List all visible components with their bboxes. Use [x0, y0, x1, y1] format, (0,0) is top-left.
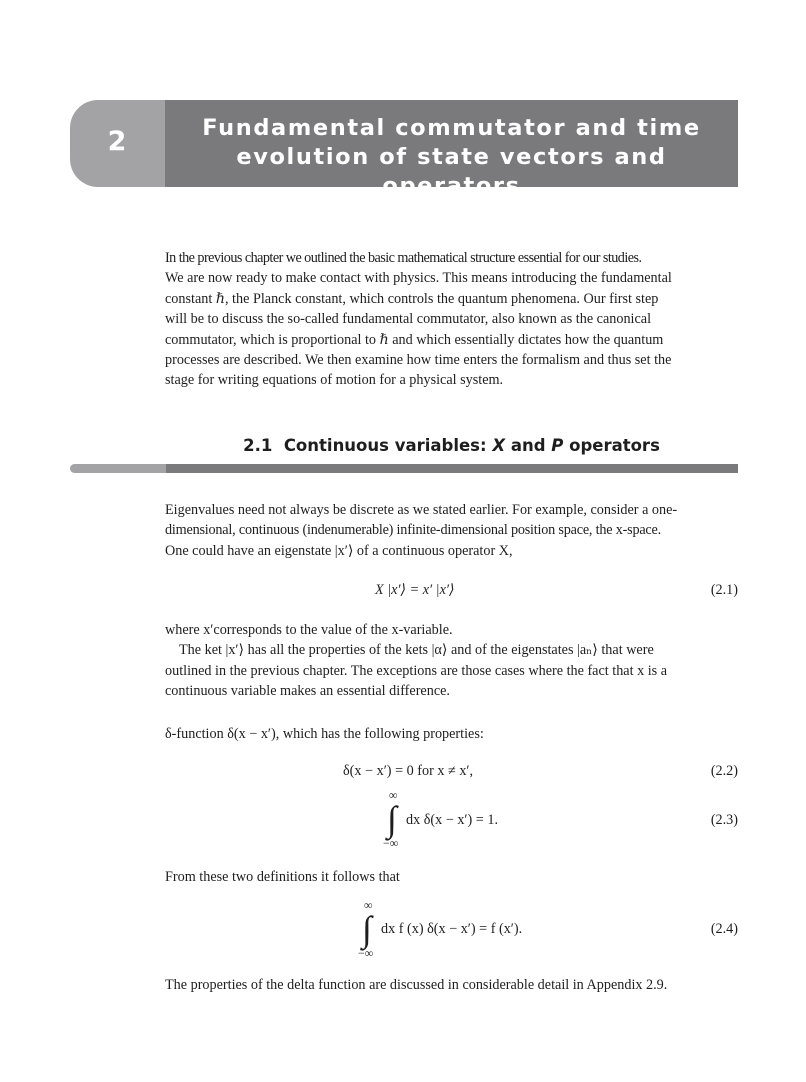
- body-paragraph: [165, 500, 738, 561]
- integral-sign: ∫: [362, 909, 372, 949]
- body-line: dimensional, continuous (indenumerable) infinite-dimensional position space, the x-space.: [165, 522, 661, 539]
- section-title-x: X: [492, 436, 506, 455]
- section-title-pre: Continuous variables:: [283, 436, 493, 455]
- equation-number: (2.2): [710, 763, 738, 779]
- intro-line: constant ℏ, the Planck constant, which controls the quantum phenomena. Our first step: [165, 290, 659, 307]
- intro-paragraph: [165, 248, 738, 391]
- equation-body: dx δ(x − x′) = 1.: [406, 812, 498, 828]
- body-paragraph: [165, 867, 738, 887]
- body-line: Eigenvalues need not always be discrete as we stated earlier. For example, consider a one-: [165, 502, 678, 518]
- section-number: 2.1: [243, 436, 273, 455]
- integral-upper-limit: ∞: [389, 788, 398, 802]
- equation-2-4: [165, 898, 738, 962]
- section-title-and: and: [505, 436, 552, 455]
- body-paragraph: [165, 620, 738, 702]
- equation-number: (2.3): [710, 812, 738, 828]
- intro-line: stage for writing equations of motion for a physical system.: [165, 372, 504, 389]
- body-line: continuous variable makes an essential difference.: [165, 683, 450, 700]
- section-title-p: P: [551, 436, 564, 455]
- body-line: One could have an eigenstate |x′⟩ of a continuous operator X,: [165, 542, 513, 559]
- equation-body: X |x′⟩ = x′ |x′⟩: [375, 582, 455, 598]
- integral-upper-limit: ∞: [364, 898, 373, 912]
- equation-body: δ(x − x′) = 0 for x ≠ x′,: [343, 763, 474, 779]
- section-rule-left: [70, 464, 168, 473]
- intro-line: We are now ready to make contact with physics. This means introducing the fundamental: [165, 270, 672, 287]
- body-line: From these two definitions it follows that: [165, 869, 400, 885]
- chapter-title: [165, 114, 738, 201]
- integral-lower-limit: −∞: [358, 946, 374, 960]
- section-heading: [165, 436, 738, 455]
- intro-line: commutator, which is proportional to ℏ and which essentially dictates how the quantum: [165, 331, 664, 348]
- body-line: outlined in the previous chapter. The exceptions are those cases where the fact that x is a: [165, 662, 668, 679]
- chapter-title-line-1: Fundamental commutator and time: [202, 115, 701, 141]
- section-rule: [166, 464, 738, 473]
- equation-body: dx f (x) δ(x − x′) = f (x′).: [381, 921, 523, 937]
- intro-line: In the previous chapter we outlined the basic mathematical structure essential for our studies.: [165, 250, 642, 266]
- equation-2-3: [165, 788, 738, 852]
- body-paragraph: [165, 724, 738, 744]
- body-line: where x′corresponds to the value of the x-variable.: [165, 622, 453, 638]
- body-line: The ket |x′⟩ has all the properties of the kets |α⟩ and of the eigenstates |aₙ⟩ that were: [179, 642, 654, 659]
- body-paragraph: [165, 975, 738, 995]
- chapter-number: 2: [107, 126, 127, 157]
- integral-sign: ∫: [387, 799, 397, 839]
- intro-line: processes are described. We then examine how time enters the formalism and thus set the: [165, 352, 672, 369]
- integral-lower-limit: −∞: [383, 836, 399, 850]
- intro-line: will be to discuss the so-called fundamental commutator, also known as the canonical: [165, 311, 652, 328]
- chapter-title-line-2: evolution of state vectors and operators: [236, 144, 667, 199]
- body-line: δ-function δ(x − x′), which has the following properties:: [165, 726, 484, 742]
- section-title-post: operators: [563, 436, 660, 455]
- equation-number: (2.1): [710, 582, 738, 598]
- equation-number: (2.4): [710, 921, 738, 937]
- body-line: The properties of the delta function are discussed in considerable detail in Appendix 2.9.: [165, 977, 668, 993]
